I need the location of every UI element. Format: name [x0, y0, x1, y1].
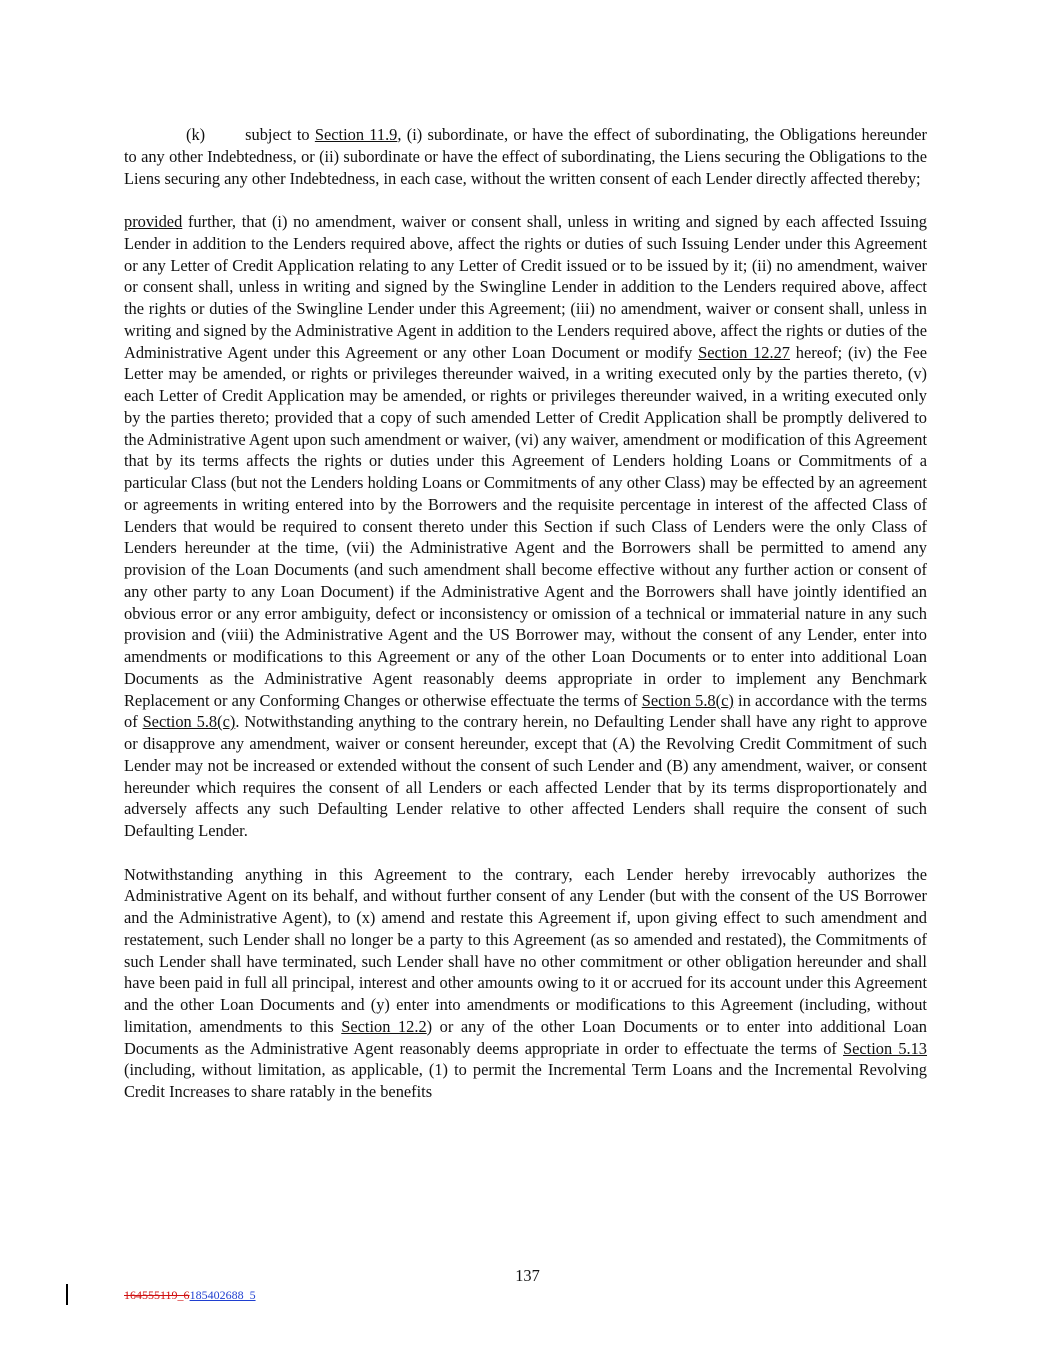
document-id-inserted: 185402688_5 — [189, 1288, 256, 1302]
notwithstanding-text-3: (including, without limitation, as applicable, (1) to permit the Incremental Term Loans and the Incremental Revolving Credit Increases to share ratably in the benefits — [124, 1060, 927, 1101]
section-ref-5-8c-first[interactable]: Section 5.8(c) — [641, 690, 734, 710]
clause-lead: subject to — [245, 125, 310, 144]
clause-marker: (k) — [186, 125, 206, 144]
document-body — [124, 124, 927, 1103]
document-id-deleted: 164555119_6 — [124, 1288, 190, 1302]
notwithstanding-text-1: Notwithstanding anything in this Agreement to the contrary, each Lender hereby irrevocably authorizes the Administrative Agent on its behalf, and without further consent of any Lender (but with the consent of the US Borrower and the Administrative Agent), to (x) amend and restate this Agreement if, upon giving effect to such amendment and restatement, such Lender shall no longer be a party to this Agreement (as so amended and restated), the Commitments of such Lender shall have terminated, such Lender shall have no other commitment or other obligation hereunder and shall have been paid in full all principal, interest and other amounts owing to it or accrued for its account under this Agreement and the other Loan Documents and (y) enter into amendments or modifications to this Agreement (including, without limitation, amendments to this — [124, 864, 927, 1036]
proviso-text-4: . Notwithstanding anything to the contrary herein, no Defaulting Lender shall have any right to approve or disapprove any amendment, waiver or consent hereunder, except that (A) the Revolving Credit Commitment of such Lender may not be increased or extended without the consent of such Lender and (B) any amendment, waiver, or consent hereunder which requires the consent of all Lenders or each affected Lender that by its terms disproportionately and adversely affects any such Defaulting Lender relative to other affected Lenders shall require the consent of such Defaulting Lender. — [124, 712, 927, 840]
section-ref-11-9[interactable]: Section 11.9 — [314, 125, 398, 144]
document-id — [124, 1288, 256, 1303]
page-number: 137 — [515, 1266, 540, 1285]
revision-change-bar — [66, 1284, 68, 1305]
section-ref-5-13[interactable]: Section 5.13 — [843, 1038, 928, 1058]
clause-text: , (i) subordinate, or have the effect of subordinating, the Obligations hereunder to any other Indebtedness, or (ii) subordinate or have the effect of subordinating, the Liens securing the Obligations to the Liens securing any other Indebtedness, in each case, without the written consent of each Lender directly affected thereby; — [124, 125, 927, 188]
proviso-text-3: in accordance with the terms of — [124, 690, 927, 732]
notwithstanding-text-2: ) or any of the other Loan Documents or to enter into additional Loan Documents as the Administrative Agent reasonably deems appropriate in order to effectuate the terms of — [124, 1016, 927, 1058]
clause-k-paragraph — [124, 124, 927, 189]
proviso-text-1: further, that (i) no amendment, waiver or consent shall, unless in writing and signed by each affected Issuing Lender in addition to the Lenders required above, affect the rights or duties of such Issuing Lender under this Agreement or any Letter of Credit Application relating to any Letter of Credit issued or to be issued by it; (ii) no amendment, waiver or consent shall, unless in writing and signed by the Swingline Lender in addition to the Lenders required above, affect the rights or duties of the Swingline Lender under this Agreement; (iii) no amendment, waiver or consent shall, unless in writing and signed by the Administrative Agent in addition to the Lenders required above, affect the rights or duties of the Administrative Agent under this Agreement or any other Loan Document or modify — [124, 212, 927, 362]
section-ref-5-8c-second[interactable]: Section 5.8(c) — [142, 712, 236, 732]
provided-term: provided — [124, 212, 183, 231]
notwithstanding-paragraph — [124, 864, 927, 1103]
proviso-text-2: hereof; (iv) the Fee Letter may be amended, or rights or privileges thereunder waived, in a writing executed only by the parties thereto, (v) each Letter of Credit Application may be amended, or rights or privileges thereunder waived, in a writing executed only by the parties thereto; provided that a copy of such amended Letter of Credit Application shall be promptly delivered to the Administrative Agent upon such amendment or waiver, (vi) any waiver, amendment or modification of this Agreement that by its terms affects the rights or duties under this Agreement of Lenders holding Loans or Commitments of a particular Class (but not the Lenders holding Loans or Commitments of any other Class) may be effected by an agreement or agreements in writing entered into by the Borrowers and the requisite percentage in interest of the affected Class of Lenders that would be required to consent thereto under this Section if such Class of Lenders were the only Class of Lenders hereunder at the time, (vii) the Administrative Agent and the Borrowers shall be permitted to amend any provision of the Loan Documents (and such amendment shall become effective without any further action or consent of any other party to any Loan Document) if the Administrative Agent and the Borrowers shall have jointly identified an obvious error or any error ambiguity, defect or inconsistency or omission of a technical or immaterial nature in any such provision and (viii) the Administrative Agent and the US Borrower may, without the consent of any Lender, enter into amendments or modifications to this Agreement or any of the other Loan Documents or to enter into additional Loan Documents as the Administrative Agent reasonably deems appropriate in order to implement any Benchmark Replacement or any Conforming Changes or otherwise effectuate the terms of — [124, 342, 927, 710]
section-ref-12-2[interactable]: Section 12.2 — [341, 1016, 427, 1036]
section-ref-12-27[interactable]: Section 12.27 — [698, 342, 790, 362]
proviso-paragraph — [124, 211, 927, 842]
